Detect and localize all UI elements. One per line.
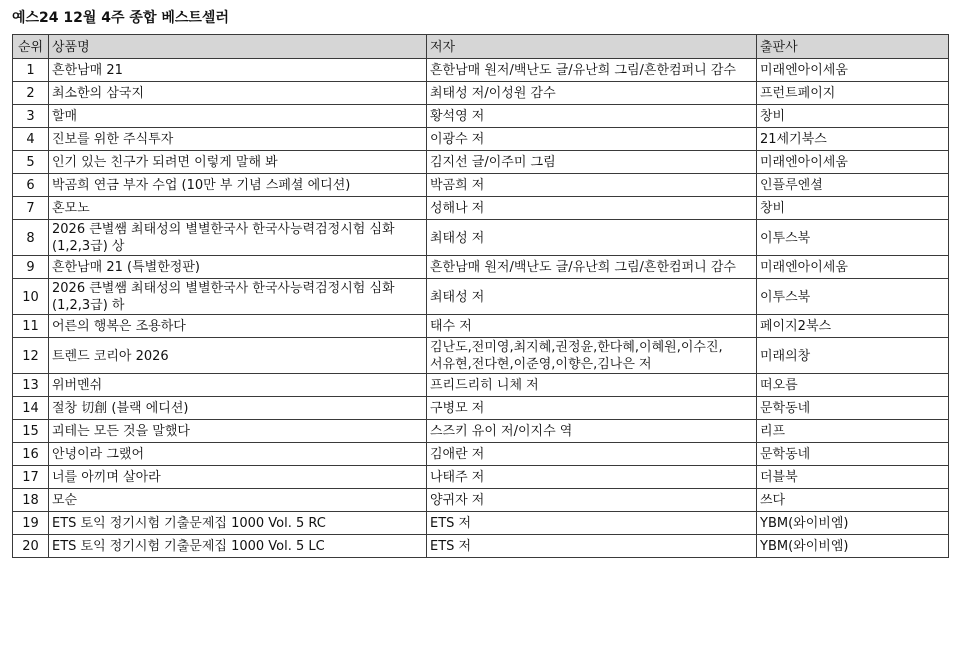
rank-cell: 18 bbox=[13, 489, 49, 512]
title-cell: 괴테는 모든 것을 말했다 bbox=[49, 420, 427, 443]
table-row bbox=[13, 443, 949, 466]
table-row bbox=[13, 197, 949, 220]
publisher-cell: 문학동네 bbox=[757, 443, 949, 466]
publisher-cell: 떠오름 bbox=[757, 374, 949, 397]
table-row bbox=[13, 512, 949, 535]
author-cell: 태수 저 bbox=[427, 315, 757, 338]
table-row bbox=[13, 220, 949, 256]
table-row bbox=[13, 105, 949, 128]
title-cell: 흔한남매 21 bbox=[49, 59, 427, 82]
publisher-cell: 이투스북 bbox=[757, 220, 949, 256]
table-row bbox=[13, 279, 949, 315]
header-publisher: 출판사 bbox=[757, 35, 949, 59]
rank-cell: 6 bbox=[13, 174, 49, 197]
table-row bbox=[13, 174, 949, 197]
title-cell: ETS 토익 정기시험 기출문제집 1000 Vol. 5 RC bbox=[49, 512, 427, 535]
author-cell: 구병모 저 bbox=[427, 397, 757, 420]
title-cell: 모순 bbox=[49, 489, 427, 512]
author-cell: 이광수 저 bbox=[427, 128, 757, 151]
title-cell: 흔한남매 21 (특별한정판) bbox=[49, 256, 427, 279]
publisher-cell: 미래엔아이세움 bbox=[757, 151, 949, 174]
publisher-cell: YBM(와이비엠) bbox=[757, 535, 949, 558]
publisher-cell: 21세기북스 bbox=[757, 128, 949, 151]
rank-cell: 1 bbox=[13, 59, 49, 82]
table-row bbox=[13, 466, 949, 489]
author-cell: 박곰희 저 bbox=[427, 174, 757, 197]
rank-cell: 7 bbox=[13, 197, 49, 220]
author-cell: ETS 저 bbox=[427, 512, 757, 535]
rank-cell: 20 bbox=[13, 535, 49, 558]
publisher-cell: 문학동네 bbox=[757, 397, 949, 420]
rank-cell: 11 bbox=[13, 315, 49, 338]
rank-cell: 5 bbox=[13, 151, 49, 174]
table-row bbox=[13, 128, 949, 151]
rank-cell: 8 bbox=[13, 220, 49, 256]
bestseller-table bbox=[12, 34, 949, 558]
title-cell: 안녕이라 그랬어 bbox=[49, 443, 427, 466]
author-cell: 김지선 글/이주미 그림 bbox=[427, 151, 757, 174]
rank-cell: 15 bbox=[13, 420, 49, 443]
table-row bbox=[13, 397, 949, 420]
rank-cell: 16 bbox=[13, 443, 49, 466]
table-row bbox=[13, 256, 949, 279]
author-cell: 김난도,전미영,최지혜,권정윤,한다혜,이혜원,이수진,서유현,전다현,이준영,이향은,김나은 저 bbox=[427, 338, 757, 374]
document-title: 예스24 12월 4주 종합 베스트셀러 bbox=[12, 10, 229, 26]
publisher-cell: 미래엔아이세움 bbox=[757, 59, 949, 82]
rank-cell: 19 bbox=[13, 512, 49, 535]
table-row bbox=[13, 420, 949, 443]
publisher-cell: 더블북 bbox=[757, 466, 949, 489]
table-row bbox=[13, 151, 949, 174]
publisher-cell: 미래의창 bbox=[757, 338, 949, 374]
title-cell: 박곰희 연금 부자 수업 (10만 부 기념 스페셜 에디션) bbox=[49, 174, 427, 197]
rank-cell: 3 bbox=[13, 105, 49, 128]
publisher-cell: 쓰다 bbox=[757, 489, 949, 512]
rank-cell: 14 bbox=[13, 397, 49, 420]
title-cell: 진보를 위한 주식투자 bbox=[49, 128, 427, 151]
title-cell: 최소한의 삼국지 bbox=[49, 82, 427, 105]
header-title: 상품명 bbox=[49, 35, 427, 59]
author-cell: 나태주 저 bbox=[427, 466, 757, 489]
title-cell: 혼모노 bbox=[49, 197, 427, 220]
title-cell: 어른의 행복은 조용하다 bbox=[49, 315, 427, 338]
author-cell: 최태성 저 bbox=[427, 279, 757, 315]
author-cell: 최태성 저 bbox=[427, 220, 757, 256]
publisher-cell: 미래엔아이세움 bbox=[757, 256, 949, 279]
author-cell: 흔한남매 원저/백난도 글/유난희 그림/흔한컴퍼니 감수 bbox=[427, 256, 757, 279]
publisher-cell: YBM(와이비엠) bbox=[757, 512, 949, 535]
table-row bbox=[13, 315, 949, 338]
title-cell: 2026 큰별쌤 최태성의 별별한국사 한국사능력검정시험 심화(1,2,3급) 상 bbox=[49, 220, 427, 256]
title-cell: 위버멘쉬 bbox=[49, 374, 427, 397]
author-cell: 황석영 저 bbox=[427, 105, 757, 128]
title-cell: 너를 아끼며 살아라 bbox=[49, 466, 427, 489]
rank-cell: 9 bbox=[13, 256, 49, 279]
publisher-cell: 페이지2북스 bbox=[757, 315, 949, 338]
title-cell: 절창 切創 (블랙 에디션) bbox=[49, 397, 427, 420]
author-cell: 스즈키 유이 저/이지수 역 bbox=[427, 420, 757, 443]
rank-cell: 2 bbox=[13, 82, 49, 105]
author-cell: 김애란 저 bbox=[427, 443, 757, 466]
table-row bbox=[13, 338, 949, 374]
table-row bbox=[13, 59, 949, 82]
rank-cell: 10 bbox=[13, 279, 49, 315]
rank-cell: 4 bbox=[13, 128, 49, 151]
table-row bbox=[13, 82, 949, 105]
rank-cell: 17 bbox=[13, 466, 49, 489]
title-cell: ETS 토익 정기시험 기출문제집 1000 Vol. 5 LC bbox=[49, 535, 427, 558]
publisher-cell: 창비 bbox=[757, 105, 949, 128]
title-cell: 할매 bbox=[49, 105, 427, 128]
title-cell: 트렌드 코리아 2026 bbox=[49, 338, 427, 374]
author-cell: ETS 저 bbox=[427, 535, 757, 558]
title-cell: 2026 큰별쌤 최태성의 별별한국사 한국사능력검정시험 심화(1,2,3급) 하 bbox=[49, 279, 427, 315]
publisher-cell: 인플루엔셜 bbox=[757, 174, 949, 197]
author-cell: 성해나 저 bbox=[427, 197, 757, 220]
rank-cell: 13 bbox=[13, 374, 49, 397]
author-cell: 프리드리히 니체 저 bbox=[427, 374, 757, 397]
title-cell: 인기 있는 친구가 되려면 이렇게 말해 봐 bbox=[49, 151, 427, 174]
publisher-cell: 창비 bbox=[757, 197, 949, 220]
table-header-row bbox=[13, 35, 949, 59]
author-cell: 양귀자 저 bbox=[427, 489, 757, 512]
publisher-cell: 리프 bbox=[757, 420, 949, 443]
table-row bbox=[13, 535, 949, 558]
publisher-cell: 이투스북 bbox=[757, 279, 949, 315]
publisher-cell: 프런트페이지 bbox=[757, 82, 949, 105]
table-row bbox=[13, 489, 949, 512]
header-rank: 순위 bbox=[13, 35, 49, 59]
author-cell: 최태성 저/이성원 감수 bbox=[427, 82, 757, 105]
header-author: 저자 bbox=[427, 35, 757, 59]
table-row bbox=[13, 374, 949, 397]
table-body bbox=[13, 59, 949, 558]
rank-cell: 12 bbox=[13, 338, 49, 374]
author-cell: 흔한남매 원저/백난도 글/유난희 그림/흔한컴퍼니 감수 bbox=[427, 59, 757, 82]
